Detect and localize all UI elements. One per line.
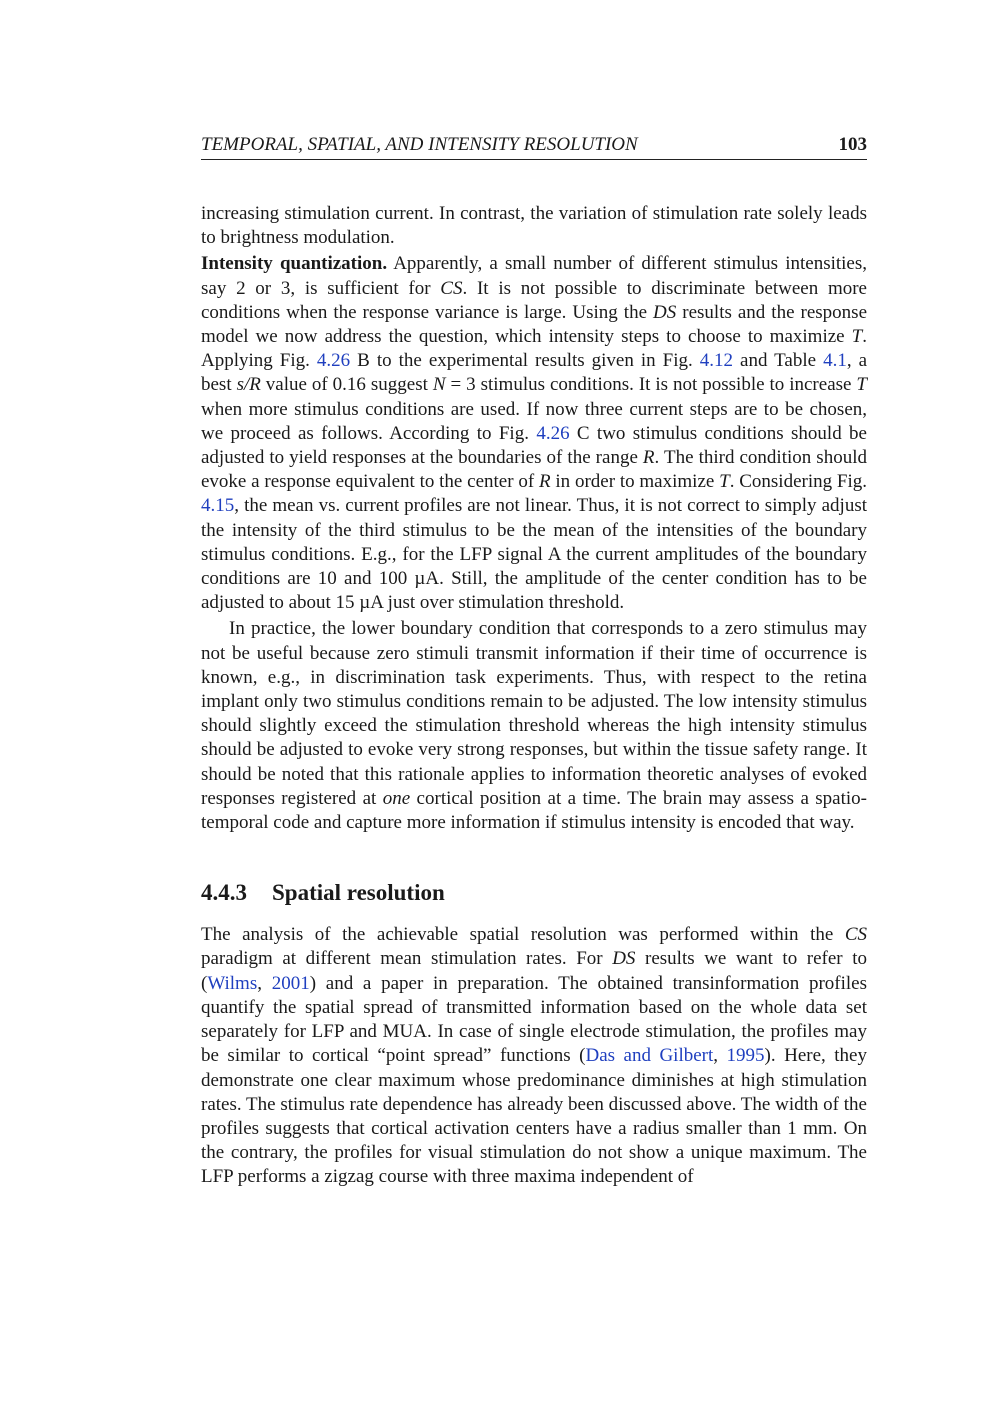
running-header bbox=[201, 132, 867, 160]
running-title: TEMPORAL, SPATIAL, AND INTENSITY RESOLUTION bbox=[201, 134, 638, 155]
figure-ref-link[interactable]: 4.15 bbox=[201, 495, 235, 517]
citation-link[interactable]: Wilms bbox=[207, 972, 258, 994]
section-title: Spatial resolution bbox=[272, 880, 445, 906]
figure-ref-link[interactable]: 4.26 bbox=[536, 422, 570, 444]
section-number: 4.4.3 bbox=[201, 880, 247, 906]
citation-year-link[interactable]: 1995 bbox=[726, 1045, 765, 1067]
body-text bbox=[201, 202, 867, 835]
table-ref-link[interactable]: 4.1 bbox=[823, 350, 847, 372]
page-number: 103 bbox=[838, 134, 867, 155]
citation-year-link[interactable]: 2001 bbox=[271, 972, 310, 994]
paragraph-intensity-quantization: Intensity quantization. Apparently, a small number of different stimulus intensities, say 2 or 3, is sufficient for CS. It is not possible to discriminate between more conditions when the response variance is large. Using the DS results and the response model we now address the question, which intensity steps to choose to maximize T. Applying Fig. 4.26 B to the experimental results given in Fig. 4.12 and Table 4.1, a best s/R value of 0.16 suggest N = 3 stimulus conditions. It is not possible to increase T when more stimulus conditions are used. If now three current steps are to be chosen, we proceed as follows. According to Fig. 4.26 C two stimulus conditions should be adjusted to yield responses at the boundaries of the range R. The third condition should evoke a response equivalent to the center of R in order to maximize T. Considering Fig. 4.15, the mean vs. current profiles are not linear. Thus, it is not correct to simply adjust the intensity of the third stimulus to be the mean of the intensities of the boundary stimulus conditions. E.g., for the LFP signal A the current amplitudes of the boundary conditions are 10 and 100 µA. Still, the amplitude of the center condition has to be adjusted to about 15 µA just over stimulation threshold. bbox=[201, 253, 868, 614]
paragraph-in-practice: In practice, the lower boundary condition that corresponds to a zero stimulus may not be useful because zero stimuli transmit information if their time of occurrence is known, e.g., in discrimination task experiments. Thus, with respect to the retina implant only two stimulus conditions remain to be adjusted. The low intensity stimulus should slightly exceed the stimulation threshold whereas the high intensity stimulus should be adjusted to evoke very strong responses, but within the tissue safety range. It should be noted that this rationale applies to information theoretic analyses of evoked responses registered at one cortical position at a time. The brain may assess a spatio-temporal code and capture more information if stimulus intensity is encoded that way. bbox=[201, 618, 867, 834]
run-in-heading: Intensity quantization. bbox=[201, 253, 388, 275]
section-body bbox=[201, 923, 867, 1189]
citation-link[interactable]: Das and Gilbert bbox=[585, 1045, 714, 1067]
paragraph: increasing stimulation current. In contrast, the variation of stimulation rate solely leads to brightness modulation. bbox=[201, 203, 867, 249]
page bbox=[201, 132, 867, 1190]
section-heading bbox=[201, 878, 867, 908]
paragraph-spatial-resolution: The analysis of the achievable spatial resolution was performed within the CS paradigm at different mean stimulation rates. For DS results we want to refer to (Wilms, 2001) and a paper in preparation. The obtained transinformation profiles quantify the spatial spread of transmitted information based on the whole data set separately for LFP and MUA. In case of single electrode stimulation, the profiles may be similar to cortical “point spread” functions (Das and Gilbert, 1995). Here, they demonstrate one clear maximum whose predominance diminishes at high stimulation rates. The stimulus rate dependence has already been discussed above. The width of the profiles suggests that cortical activation centers have a radius smaller than 1 mm. On the contrary, the profiles for visual stimulation do not show a unique maximum. The LFP performs a zigzag course with three maxima independent of bbox=[201, 924, 867, 1188]
figure-ref-link[interactable]: 4.12 bbox=[699, 350, 734, 372]
figure-ref-link[interactable]: 4.26 bbox=[316, 350, 351, 372]
